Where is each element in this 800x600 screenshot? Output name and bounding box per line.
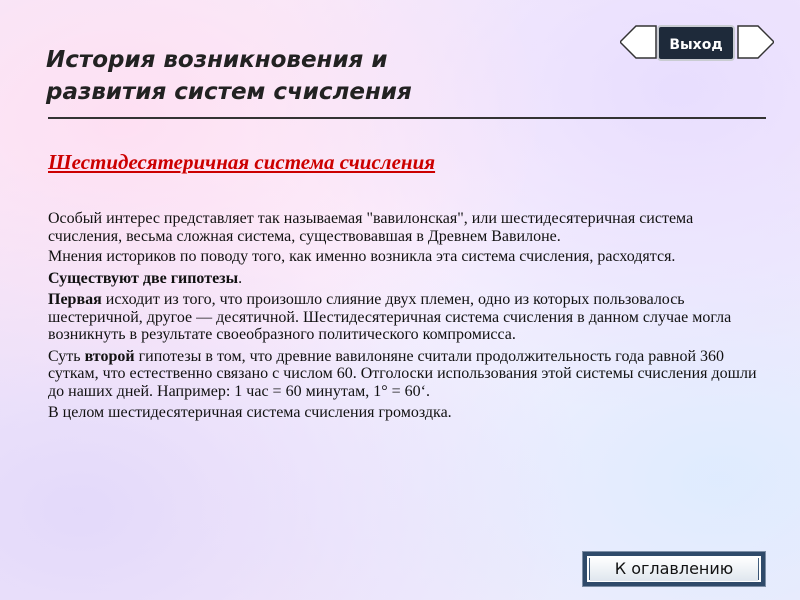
paragraph-intro: Особый интерес представляет так называемая "вавилонская", или шестидесятеричная система счисления, весьма сложная система, существовавшая в Древнем Вавилоне. [48, 210, 694, 245]
page-title [46, 44, 606, 108]
second-start: Суть [48, 347, 85, 365]
page-title-line-2: развития систем счисления [46, 79, 412, 105]
paragraph-hypotheses [48, 270, 760, 288]
paragraph-conclusion: В целом шестидесятеричная система счисления громоздка. [48, 404, 452, 421]
page-title-line-1: История возникновения и [46, 47, 388, 73]
title-divider [48, 117, 766, 119]
hypotheses-bold: Существуют две гипотезы [48, 269, 239, 287]
paragraph-second-hypothesis [48, 348, 760, 401]
toc-button-label: К оглавлению [590, 557, 758, 581]
first-rest: исходит из того, что произошло слияние двух племен, одно из которых пользовалось шестеричной, другое — десятичной. Шестидесятеричная система счисления в данном случае могла возникнуть в результате своеобразного политического компромисса. [48, 291, 732, 343]
paragraph-opinions: Мнения историков по поводу того, как именно возникла эта система счисления, расходятся. [48, 248, 676, 265]
second-bold: второй [84, 347, 135, 365]
toc-button[interactable] [582, 551, 766, 587]
section-heading: Шестидесятеричная система счисления [48, 150, 436, 174]
first-bold: Первая [48, 291, 102, 308]
hypotheses-rest: . [238, 269, 243, 287]
paragraph-first-hypothesis [48, 291, 760, 344]
second-rest: гипотезы в том, что древние вавилоняне считали продолжительность года равной 360 суткам, что естественно связано с числом 60. Отголоски использования этой системы счисления дошли до наших дней. Например: 1 час = 60 минутам, 1° = 60‘. [48, 347, 757, 400]
exit-button[interactable]: Выход [657, 25, 735, 61]
body-text [48, 210, 760, 426]
